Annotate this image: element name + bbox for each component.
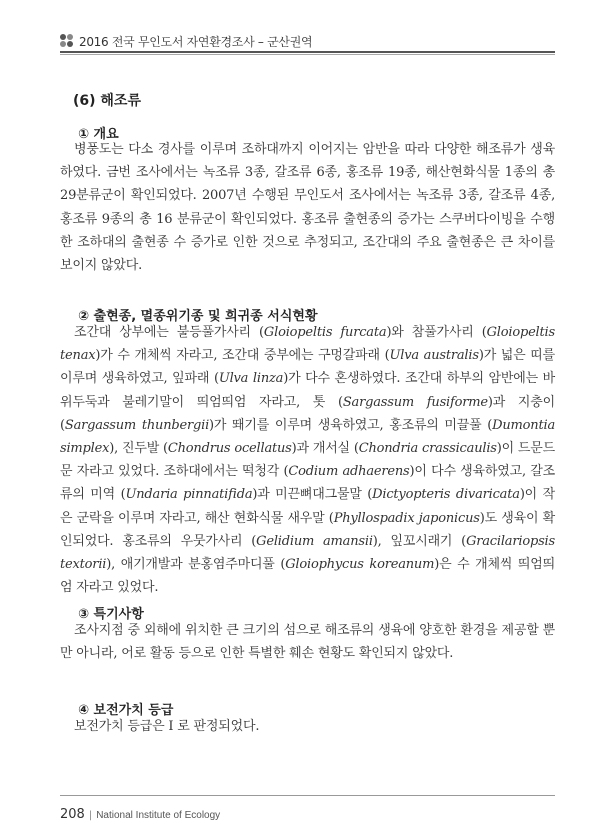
section-title: (6) 해조류 [73, 93, 141, 109]
subsection-grade-title: ④ 보전가치 등급 [78, 703, 174, 718]
species-name: Gloiopeltis tenax [60, 325, 555, 364]
footer-rule [60, 795, 555, 796]
occurrence-text: 조간대 상부에는 불등풀가사리 (Gloiopeltis furcata)와 참풀가사리 (Gloiopeltis tenax)가 수 개체씩 자라고, 조간대 중부에는 구멍갈파래 (Ulva australis)가 넓은 띠를 이루며 생육하였고, 잎파래 (Ulva linza)가 다수 혼생하였다. 조간대 하부의 암반에는 바위두둑과 불레기말이 띄엄띄엄 자라고, 톳 (Sargassum fusiforme)과 지충이 (Sargassum thunbergii)가 뙈기를 이루며 생육하였고, 홍조류의 미끌풀 (Dumontia simplex), 진두발 (Chondrus ocellatus)과 개서실 (Chondria crassicaulis)이 드문드문 자라고 있었다. 조하대에서는 떡청각 (Codium adhaerens)이 다수 생육하였고, 갈조류의 미역 (Undaria pinnatifida)과 미끈뼈대그물말 (Dictyopteris divaricata)이 작은 군락을 이루며 자라고, 해산 현화식물 새우말 (Phyllospadix japonicus)도 생육이 확인되었다. 홍조류의 우뭇가사리 (Gelidium amansii), 잎꼬시래기 (Gracilariopsis textorii), 애기개발과 분홍염주마디풀 (Gloiophycus koreanum)은 수 개체씩 띄엄띄엄 자라고 있었다. [60, 325, 556, 596]
species-name: Chondrus ocellatus [167, 441, 292, 457]
species-name: Sargassum thunbergii [64, 417, 210, 433]
footer-separator: | [88, 810, 93, 821]
header-rule-thin [60, 54, 555, 55]
subsection-occurrence-title: ② 출현종, 멸종위기종 및 희귀종 서식현황 [78, 309, 318, 324]
features-paragraph [60, 619, 555, 665]
species-name: Codium adhaerens [288, 464, 410, 480]
overview-text: 병풍도는 다소 경사를 이루며 조하대까지 이어지는 암반을 따라 다양한 해조류가 생육하였다. 금번 조사에서는 녹조류 3종, 갈조류 6종, 홍조류 19종, 해산현화식물 1종의 총 29분류군이 확인되었다. 2007년 수행된 무인도서 조사에서는 녹조류 3종, 갈조류 4종, 홍조류 9종의 총 16 분류군이 확인되었다. 홍조류 출현종의 증가는 스쿠버다이빙을 수행한 조하대의 출현종 수 증가로 인한 것으로 추정되고, 조간대의 주요 출현종은 큰 차이를 보이지 않았다. [60, 142, 555, 274]
occurrence-paragraph [60, 321, 555, 599]
header-rule [60, 51, 555, 53]
header-dots-icon [60, 34, 74, 48]
institute-name: National Institute of Ecology [96, 810, 221, 821]
overview-paragraph [60, 138, 555, 277]
page-footer [60, 803, 220, 822]
grade-text: 보전가치 등급은 I 로 판정되었다. [74, 719, 260, 734]
header-title: 2016 전국 무인도서 자연환경조사 – 군산권역 [79, 35, 313, 49]
species-name: Gloiophycus koreanum [285, 557, 435, 573]
species-name: Chondria crassicaulis [358, 441, 497, 457]
page-number: 208 [60, 807, 85, 822]
species-name: Phyllospadix japonicus [333, 510, 480, 526]
species-name: Dumontia simplex [60, 417, 556, 457]
species-name: Gelidium amansii [256, 533, 373, 549]
species-name: Gloiopeltis furcata [263, 325, 387, 340]
grade-paragraph [60, 715, 555, 738]
subsection-features-title: ③ 특기사항 [78, 607, 144, 622]
features-text: 조사지점 중 외해에 위치한 큰 크기의 섬으로 해조류의 생육에 양호한 환경을 제공할 뿐만 아니라, 어로 활동 등으로 인한 특별한 훼손 현황도 확인되지 않았다. [60, 623, 555, 662]
page-header [60, 33, 555, 55]
species-name: Undaria pinnatifida [125, 487, 253, 503]
species-name: Ulva linza [218, 371, 284, 387]
subsection-overview-title: ① 개요 [78, 127, 119, 142]
species-name: Sargassum fusiforme [342, 394, 488, 410]
species-name: Gracilariopsis textorii [60, 533, 555, 573]
species-name: Ulva australis [389, 348, 479, 364]
species-name: Dictyopteris divaricata [372, 487, 520, 503]
